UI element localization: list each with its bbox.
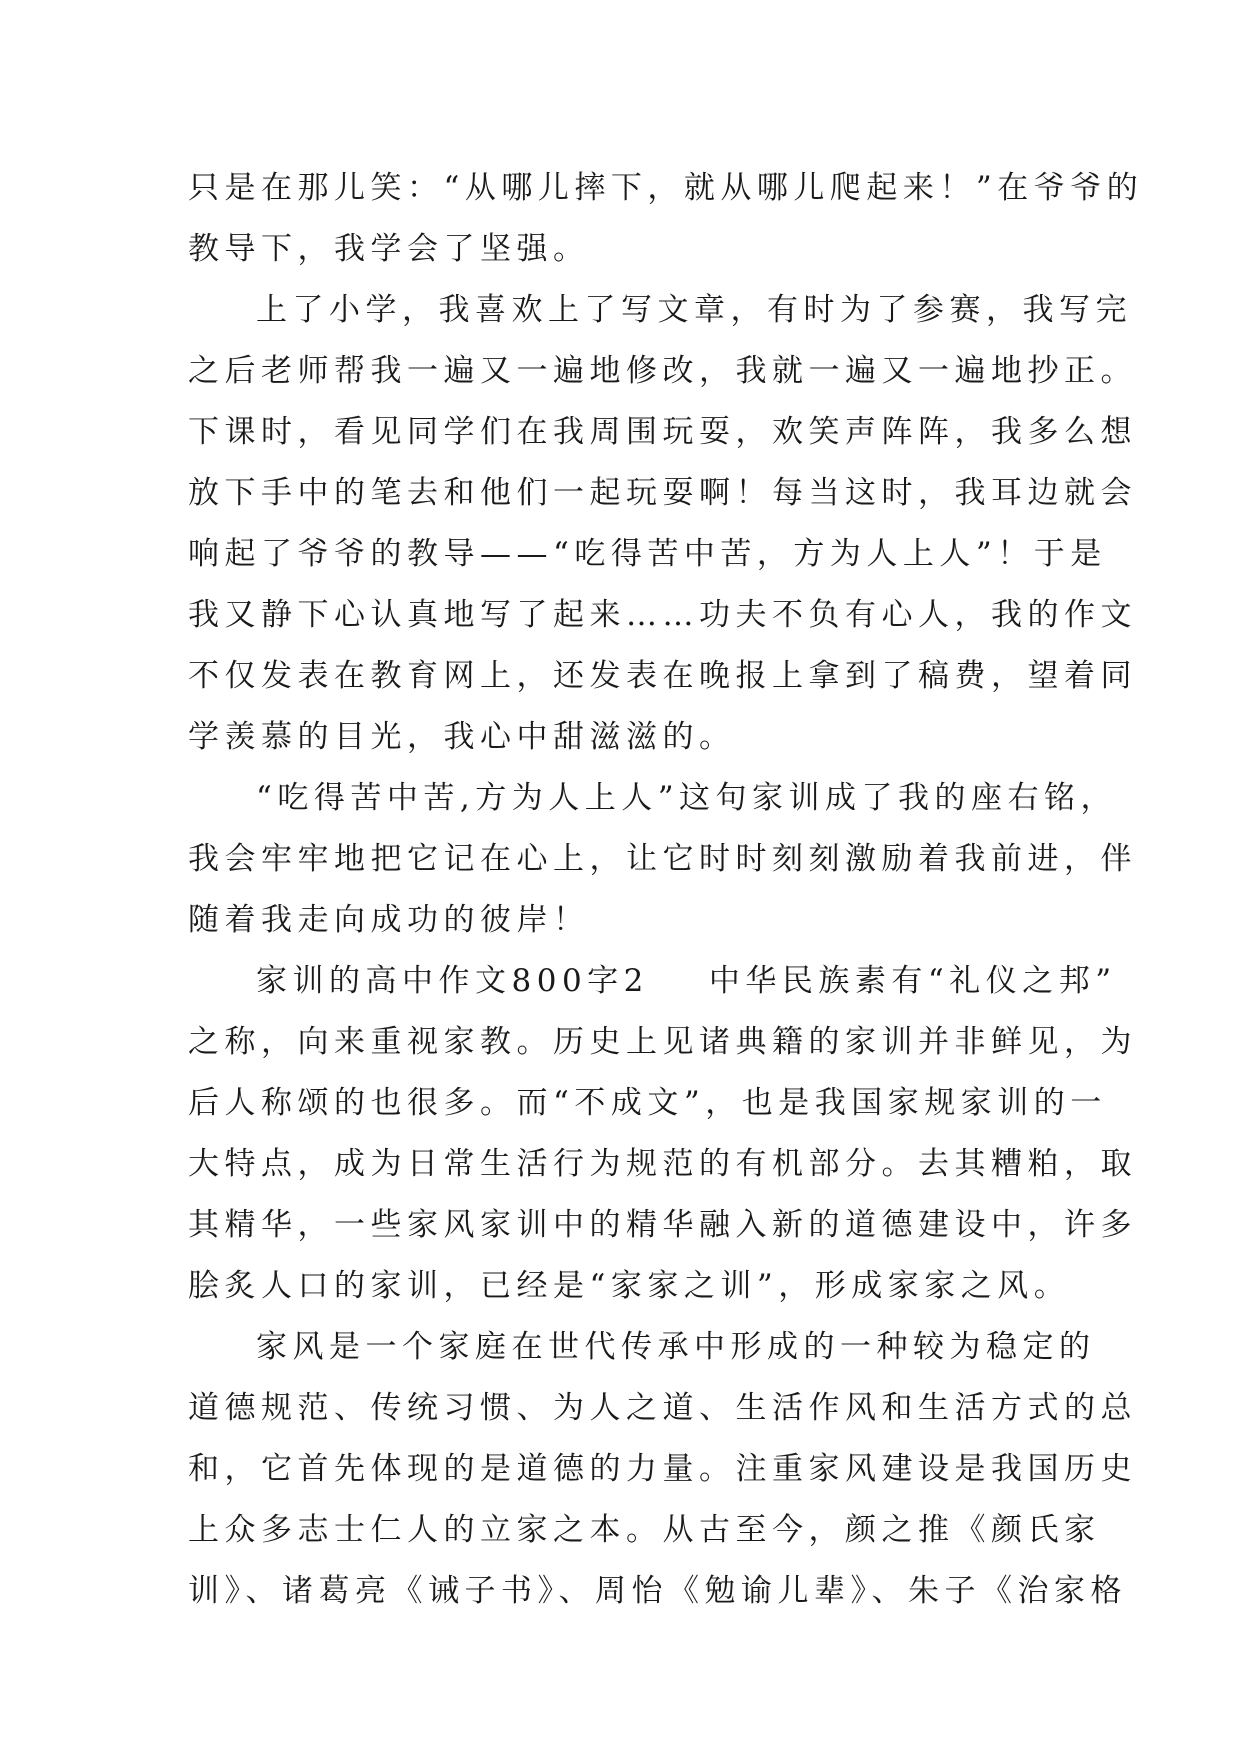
text-line xyxy=(188,951,1117,1012)
text-line xyxy=(188,1561,1127,1622)
text-line-content: 响起了爷爷的教导——“吃得苦中苦，方为人上人”！于是 xyxy=(188,536,1107,572)
text-line-content: 我会牢牢地把它记在心上，让它时时刻刻激励着我前进，伴 xyxy=(188,841,1137,877)
text-line-content: 上众多志士仁人的立家之本。从古至今，颜之推《颜氏家 xyxy=(188,1512,1101,1548)
text-line-content: 之称，向来重视家教。历史上见诸典籍的家训并非鲜见，为 xyxy=(188,1024,1137,1060)
text-line-content: 随着我走向成功的彼岸！ xyxy=(188,902,590,938)
text-line-content: 不仅发表在教育网上，还发表在晚报上拿到了稿费，望着同 xyxy=(188,658,1137,694)
text-line xyxy=(188,524,1107,585)
text-line xyxy=(188,463,1137,524)
text-line xyxy=(188,1195,1137,1256)
text-line-content: 和，它首先体现的是道德的力量。注重家风建设是我国历史 xyxy=(188,1451,1137,1487)
text-line-content: 大特点，成为日常生活行为规范的有机部分。去其糟粕，取 xyxy=(188,1146,1137,1182)
text-line xyxy=(188,890,1068,951)
text-line xyxy=(188,341,1137,402)
text-line xyxy=(188,1134,1137,1195)
text-line xyxy=(188,1378,1137,1439)
text-line-content: 之后老师帮我一遍又一遍地修改，我就一遍又一遍地抄正。 xyxy=(188,353,1137,389)
text-line xyxy=(188,280,1132,341)
text-line xyxy=(188,219,1068,280)
text-line-content: 我又静下心认真地写了起来……功夫不负有心人，我的作文 xyxy=(188,597,1137,633)
text-line xyxy=(188,768,1118,829)
text-line xyxy=(188,829,1137,890)
text-line-content: 家训的高中作文800字2 xyxy=(256,963,649,999)
text-line-content: 其精华，一些家风家训中的精华融入新的道德建设中，许多 xyxy=(188,1207,1137,1243)
text-line xyxy=(188,158,1144,219)
text-line xyxy=(188,1256,1071,1317)
text-line xyxy=(188,1439,1137,1500)
text-line xyxy=(188,707,1068,768)
text-line-content: 脍炙人口的家训，已经是“家家之训”，形成家家之风。 xyxy=(188,1268,1071,1304)
text-line xyxy=(188,585,1137,646)
text-line xyxy=(188,1012,1137,1073)
body-text xyxy=(188,158,1144,1622)
text-line-content: 教导下，我学会了坚强。 xyxy=(188,231,590,267)
text-line-content: 下课时，看见同学们在我周围玩耍，欢笑声阵阵，我多么想 xyxy=(188,414,1137,450)
text-line-content: 后人称颂的也很多。而“不成文”，也是我国家规家训的一 xyxy=(188,1085,1107,1121)
text-line-content: 训》、诸葛亮《诫子书》、周怡《勉谕儿辈》、朱子《治家格 xyxy=(188,1573,1127,1609)
text-line xyxy=(188,1500,1101,1561)
text-line-content: 学羡慕的目光，我心中甜滋滋的。 xyxy=(188,719,736,755)
text-line-content: 家风是一个家庭在世代传承中形成的一种较为稳定的 xyxy=(256,1329,1096,1365)
text-line-content: 上了小学，我喜欢上了写文章，有时为了参赛，我写完 xyxy=(256,292,1132,328)
text-line-content: 放下手中的笔去和他们一起玩耍啊！每当这时，我耳边就会 xyxy=(188,475,1137,511)
text-line-content: 道德规范、传统习惯、为人之道、生活作风和生活方式的总 xyxy=(188,1390,1137,1426)
text-line xyxy=(188,402,1137,463)
text-line-content: “吃得苦中苦,方为人上人”这句家训成了我的座右铭， xyxy=(256,780,1118,816)
text-line-content: 只是在那儿笑：“从哪儿摔下，就从哪儿爬起来！”在爷爷的 xyxy=(188,170,1144,206)
text-line xyxy=(188,1317,1096,1378)
text-line xyxy=(188,1073,1107,1134)
text-line-content: 中华民族素有“礼仪之邦” xyxy=(708,963,1117,999)
text-line xyxy=(188,646,1137,707)
